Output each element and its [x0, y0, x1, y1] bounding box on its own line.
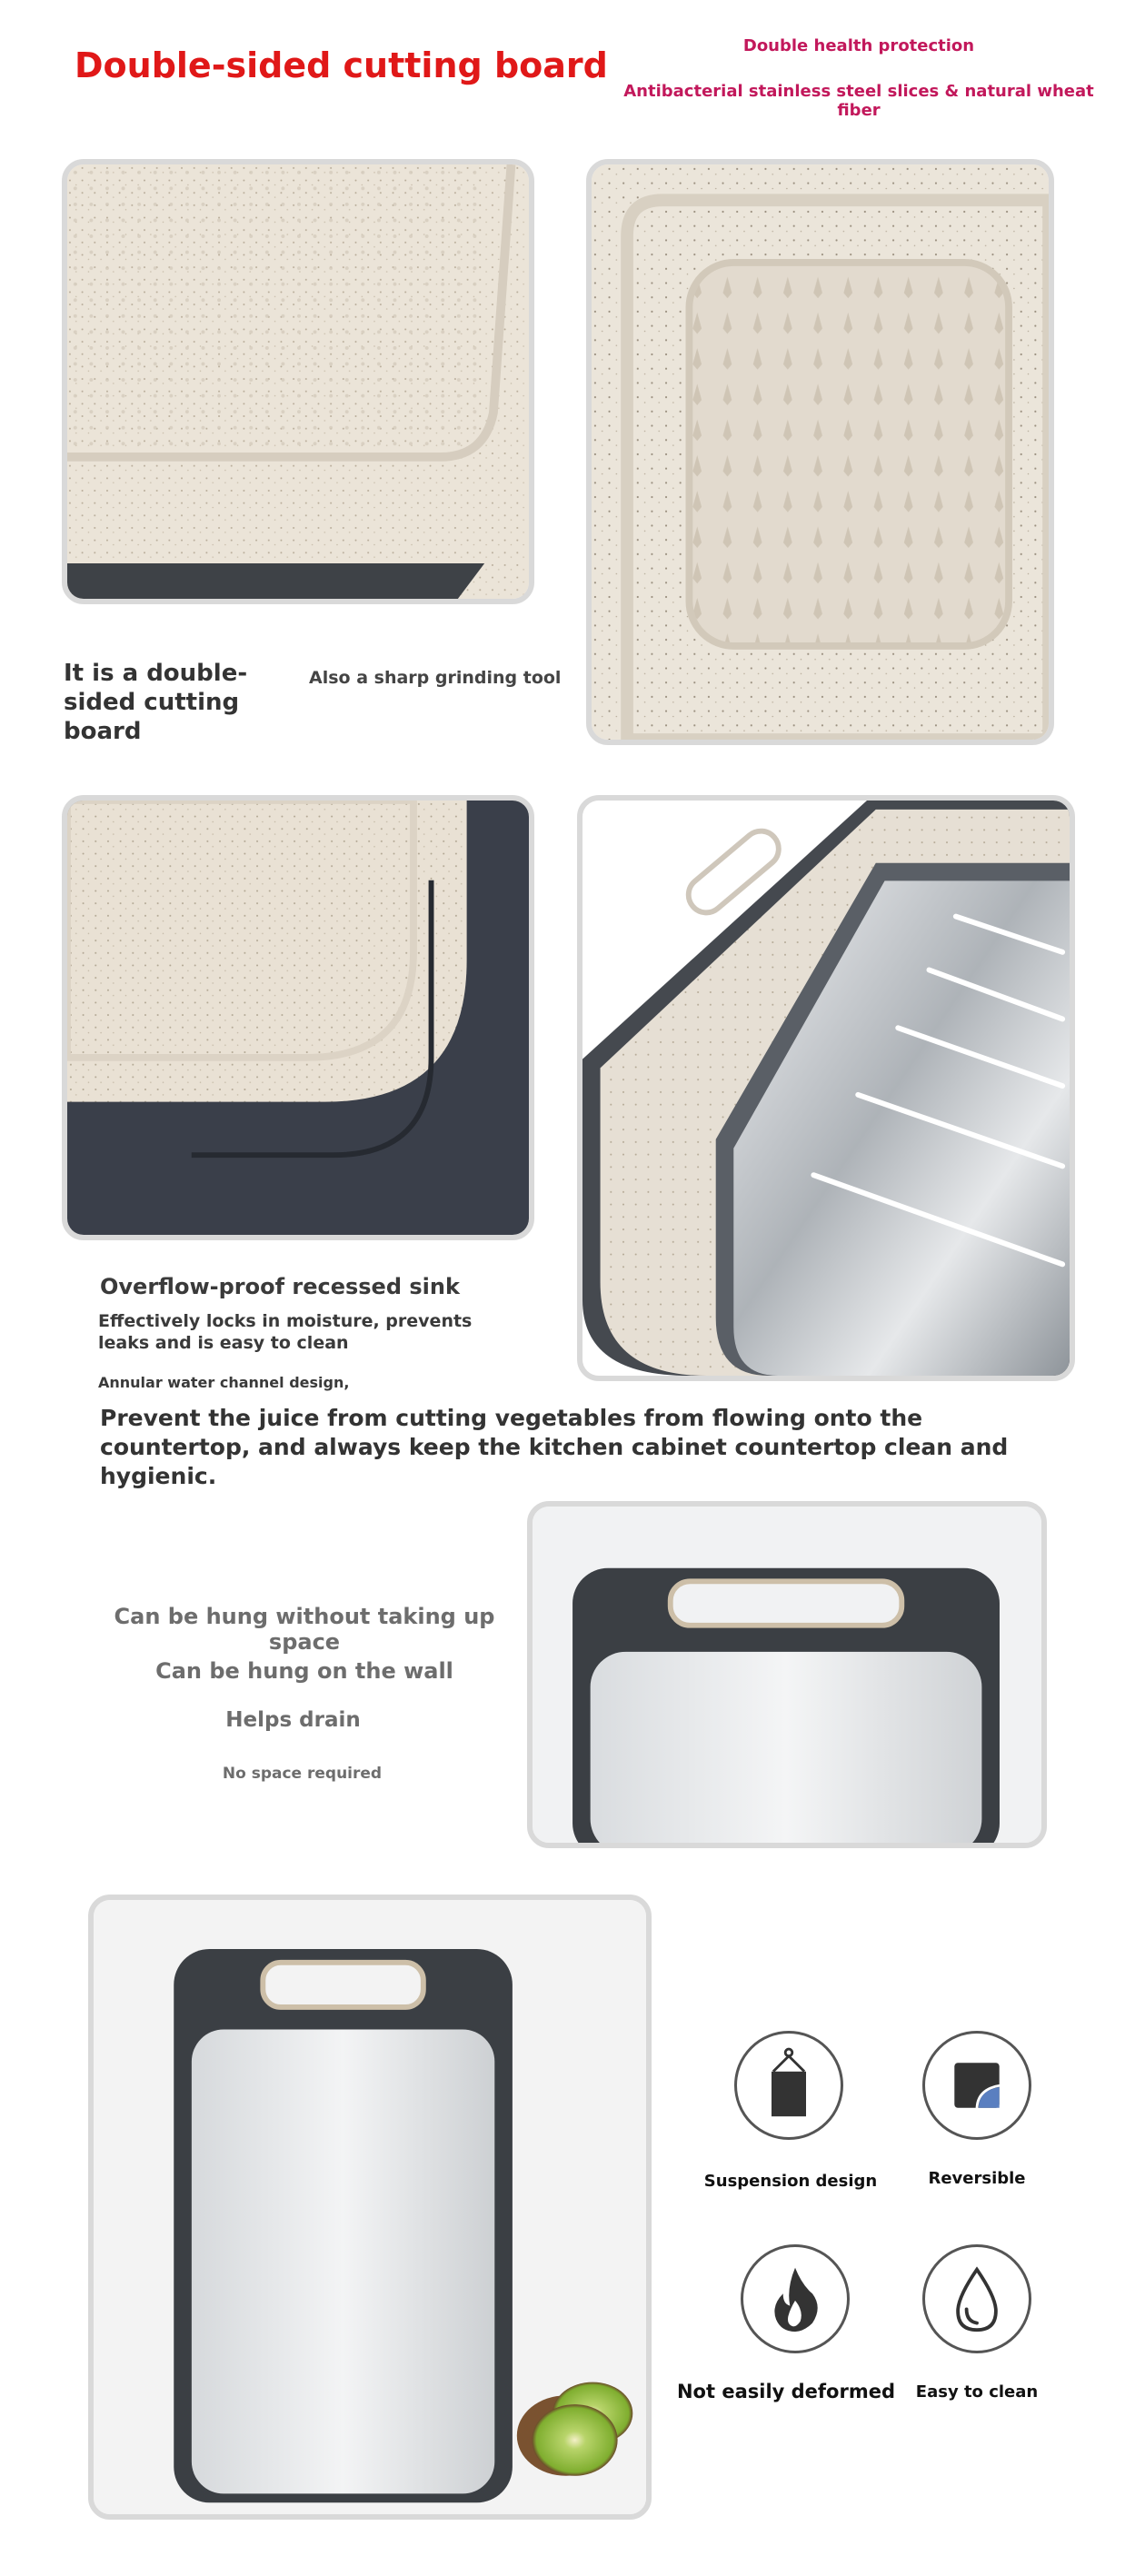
steel-side-image [577, 795, 1075, 1381]
drain-line: Helps drain [225, 1708, 361, 1732]
water-drop-icon [925, 2247, 1029, 2351]
wall-line: Can be hung on the wall [155, 1658, 453, 1684]
hanging-board-icon [737, 2034, 841, 2137]
juice-text: Prevent the juice from cutting vegetables from flowing onto the countertop, and always keep the kitchen cabinet countertop clean and hygienic. [100, 1405, 1009, 1489]
flip-icon [925, 2034, 1029, 2137]
protection-caption: Double health protection [742, 36, 975, 55]
grinding-tool-caption: Also a sharp grinding tool [309, 668, 562, 688]
wheat-surface-image [62, 159, 534, 604]
sink-title: Overflow-proof recessed sink [100, 1274, 460, 1299]
double-sided-caption: It is a double-sided cutting board [64, 660, 248, 745]
suspension-icon-circle [734, 2031, 843, 2140]
channel-note: Annular water channel design, [98, 1374, 350, 1391]
recessed-sink-image [62, 795, 534, 1240]
grinding-texture-image [586, 159, 1054, 745]
suspension-label: Suspension design [703, 2172, 878, 2191]
page-title: Double-sided cutting board [75, 45, 608, 85]
hanging-board-image [527, 1501, 1047, 1848]
clean-label: Easy to clean [915, 2382, 1039, 2402]
space-line: No space required [222, 1765, 383, 1783]
reversible-label: Reversible [928, 2169, 1026, 2188]
deform-label: Not easily deformed [676, 2381, 895, 2402]
full-board-image [88, 1895, 652, 2520]
clean-icon-circle [922, 2244, 1031, 2353]
hang-line: Can be hung without taking up space [114, 1604, 495, 1655]
materials-caption: Antibacterial stainless steel slices & natural wheat fiber [623, 82, 1094, 120]
deform-icon-circle [741, 2244, 850, 2353]
sink-description: Effectively locks in moisture, prevents leaks and is easy to clean [98, 1311, 473, 1353]
reversible-icon-circle [922, 2031, 1031, 2140]
flame-icon [743, 2247, 847, 2351]
